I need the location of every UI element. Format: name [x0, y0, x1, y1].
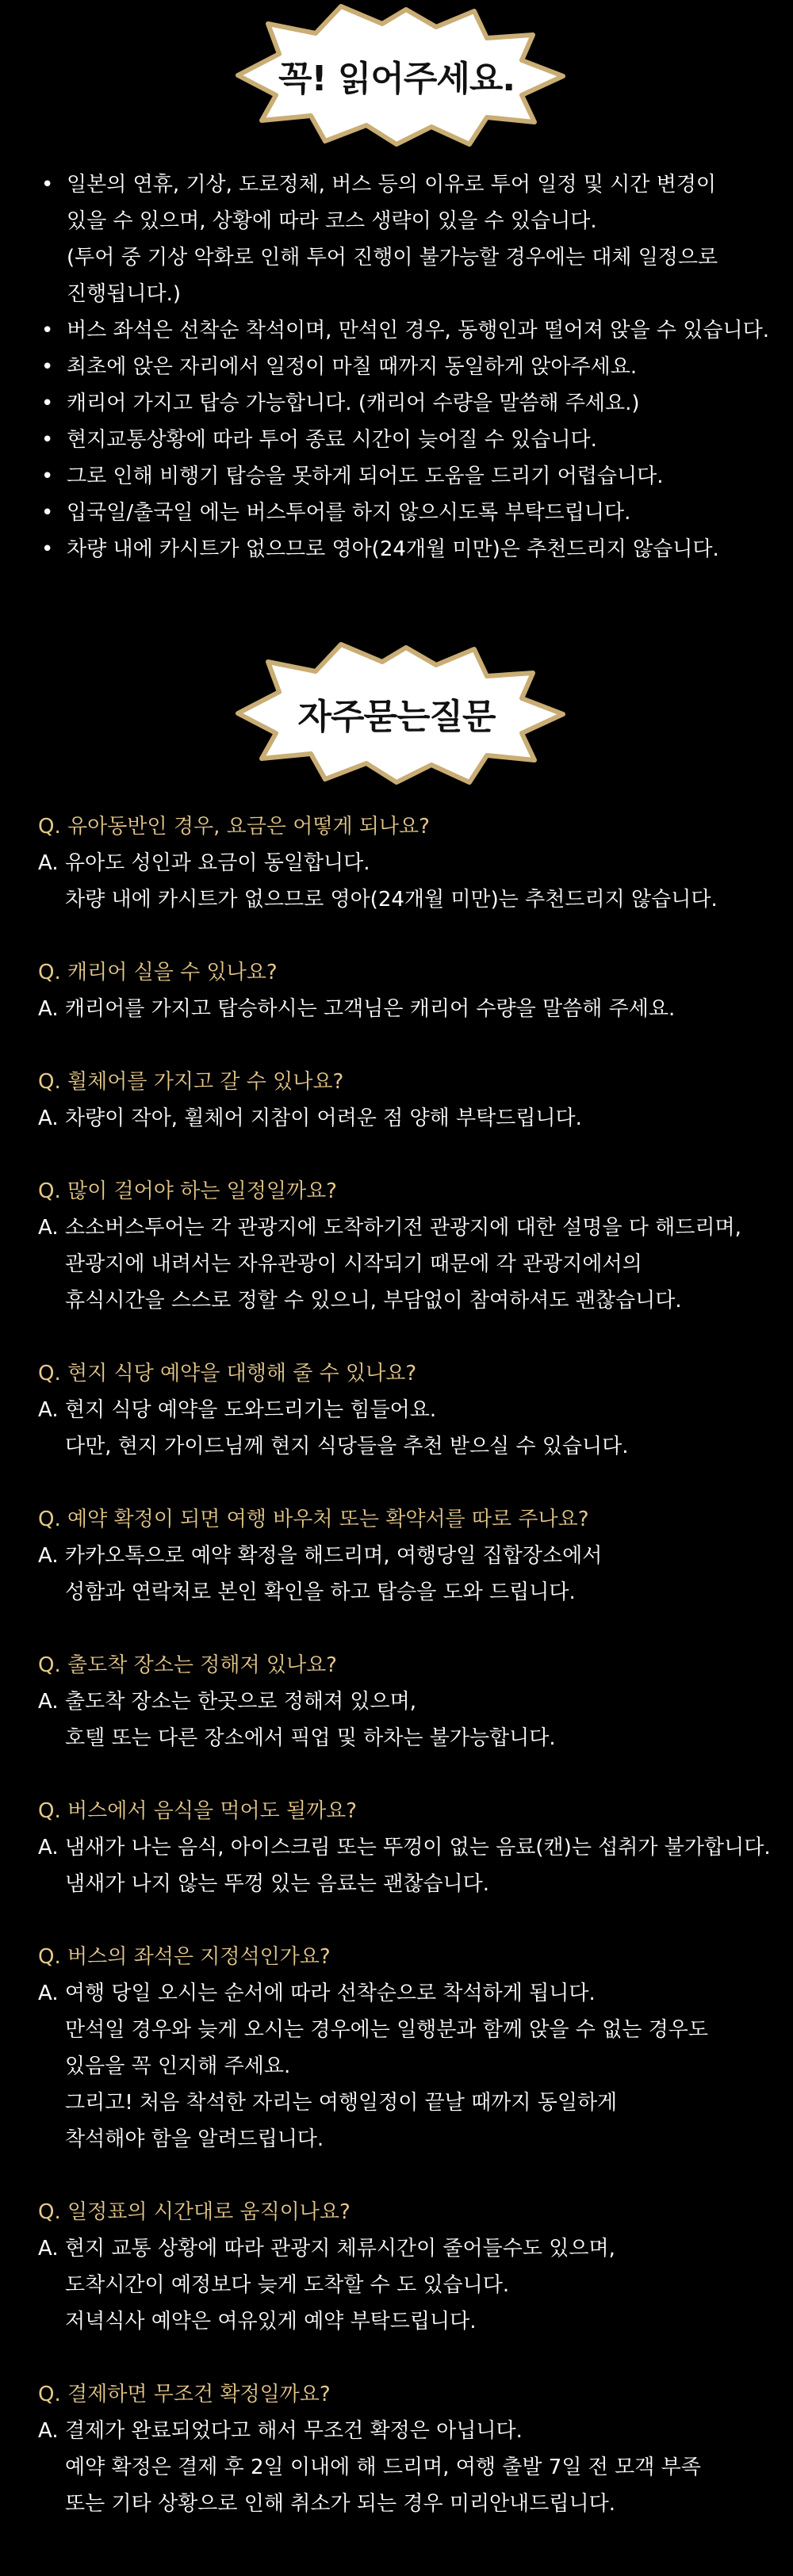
faq-question: Q. 유아동반인 경우, 요금은 어떻게 되나요? [38, 815, 430, 839]
faq-item [38, 1501, 776, 1611]
faq-question: Q. 버스의 좌석은 지정석인가요? [38, 1945, 331, 1969]
faq-item [38, 1793, 776, 1902]
faq-answer [38, 1100, 776, 1137]
faq-answer-line: 착석해야 함을 알려드립니다. [65, 2127, 324, 2151]
notice-item [38, 385, 776, 422]
faq-answer [38, 991, 776, 1027]
faq-answer-line: A. 현지 교통 상황에 따라 관광지 체류시간이 줄어들수도 있으며, [38, 2237, 615, 2261]
notice-item-text: • 그로 인해 비행기 탑승을 못하게 되어도 도움을 드리기 어렵습니다. [67, 464, 664, 488]
notice-item [38, 458, 776, 495]
notice-item [38, 312, 776, 349]
faq-answer-line: A. 냄새가 나는 음식, 아이스크림 또는 뚜껑이 없는 음료(캔)는 섭취가 불가합니다. [38, 1836, 771, 1859]
faq-answer [38, 1392, 776, 1465]
faq-answer-line: A. 캐리어를 가지고 탑승하시는 고객님은 캐리어 수량을 말씀해 주세요. [38, 997, 676, 1021]
faq-question: Q. 현지 식당 예약을 대행해 줄 수 있나요? [38, 1362, 417, 1385]
faq-item [38, 1647, 776, 1756]
faq-answer [38, 845, 776, 918]
faq-list [38, 808, 776, 2559]
faq-answer-line: A. 카카오톡으로 예약 확정을 해드리며, 여행당일 집합장소에서 [38, 1544, 603, 1568]
faq-item [38, 954, 776, 1027]
faq-answer [38, 1684, 776, 1756]
faq-answer [38, 1538, 776, 1611]
faq-answer [38, 1975, 776, 2157]
notice-item-text: • 캐리어 가지고 탑승 가능합니다. (캐리어 수량을 말씀해 주세요.) [67, 392, 640, 415]
notice-item [38, 495, 776, 531]
faq-answer-line: 호텔 또는 다른 장소에서 픽업 및 하차는 불가능합니다. [65, 1726, 556, 1750]
faq-question: Q. 휠체어를 가지고 갈 수 있나요? [38, 1070, 344, 1094]
faq-answer-line: 만석일 경우와 늦게 오시는 경우에는 일행분과 함께 앉을 수 없는 경우도 [65, 2018, 709, 2042]
notice-item-text: • 버스 좌석은 선착순 착석이며, 만석인 경우, 동행인과 떨어져 앉을 수 있습니다. [67, 319, 770, 342]
notice-item-text: • 현지교통상황에 따라 투어 종료 시간이 늦어질 수 있습니다. [67, 428, 597, 452]
faq-title-badge [222, 638, 571, 789]
faq-item [38, 2376, 776, 2522]
faq-answer [38, 2230, 776, 2340]
faq-item [38, 1939, 776, 2157]
notice-item-text: • 차량 내에 카시트가 없으므로 영아(24개월 미만)은 추천드리지 않습니다. [67, 537, 719, 561]
faq-answer [38, 1829, 776, 1902]
faq-question: Q. 캐리어 실을 수 있나요? [38, 961, 278, 984]
faq-item [38, 1173, 776, 1319]
notice-item-text: • 최초에 앉은 자리에서 일정이 마칠 때까지 동일하게 앉아주세요. [67, 355, 638, 379]
notice-item-text: • 입국일/출국일 에는 버스투어를 하지 않으시도록 부탁드립니다. [67, 501, 631, 525]
faq-item [38, 808, 776, 918]
faq-answer-line: A. 유아도 성인과 요금이 동일합니다. [38, 851, 370, 875]
faq-question: Q. 출도착 장소는 정해져 있나요? [38, 1653, 337, 1677]
notice-item [38, 349, 776, 385]
notice-item [38, 531, 776, 568]
faq-answer [38, 2413, 776, 2522]
notice-item-text: (투어 중 기상 악화로 인해 투어 진행이 불가능할 경우에는 대체 일정으로 [67, 246, 718, 269]
faq-title: 자주묻는질문 [297, 697, 496, 737]
faq-item [38, 1355, 776, 1465]
notice-list [38, 166, 776, 568]
faq-answer [38, 1210, 776, 1319]
faq-question: Q. 결제하면 무조건 확정일까요? [38, 2383, 331, 2406]
notice-item-text: • 일본의 연휴, 기상, 도로정체, 버스 등의 이유로 투어 일정 및 시간 변경이 [67, 173, 716, 197]
faq-answer-line: 있음을 꼭 인지해 주세요. [65, 2054, 291, 2078]
faq-answer-line: A. 결제가 완료되었다고 해서 무조건 확정은 아닙니다. [38, 2419, 523, 2443]
faq-item [38, 1064, 776, 1137]
faq-answer-line: 예약 확정은 결제 후 2일 이내에 해 드리며, 여행 출발 7일 전 모객 부족 [65, 2456, 701, 2479]
faq-answer-line: 관광지에 내려서는 자유관광이 시작되기 때문에 각 관광지에서의 [65, 1252, 642, 1276]
notice-title: 꼭! 읽어주세요. [278, 59, 515, 99]
faq-question: Q. 일정표의 시간대로 움직이나요? [38, 2200, 351, 2224]
faq-answer-line: A. 여행 당일 오시는 순서에 따라 선착순으로 착석하게 됩니다. [38, 1982, 596, 2005]
faq-question: Q. 예약 확정이 되면 여행 바우처 또는 확약서를 따로 주나요? [38, 1508, 589, 1531]
faq-answer-line: 그리고! 처음 착석한 자리는 여행일정이 끝날 때까지 동일하게 [65, 2091, 618, 2115]
faq-question: Q. 많이 걸어야 하는 일정일까요? [38, 1179, 337, 1203]
faq-answer-line: 저녁식사 예약은 여유있게 예약 부탁드립니다. [65, 2310, 477, 2333]
faq-answer-line: 도착시간이 예정보다 늦게 도착할 수 도 있습니다. [65, 2273, 510, 2297]
faq-answer-line: A. 현지 식당 예약을 도와드리기는 힘들어요. [38, 1398, 437, 1422]
notice-item-text: 진행됩니다.) [67, 282, 181, 306]
faq-answer-line: 냄새가 나지 않는 뚜껑 있는 음료는 괜찮습니다. [65, 1872, 490, 1896]
faq-answer-line: 또는 기타 상황으로 인해 취소가 되는 경우 미리안내드립니다. [65, 2492, 616, 2516]
notice-item-text: 있을 수 있으며, 상황에 따라 코스 생략이 있을 수 있습니다. [67, 209, 597, 233]
notice-title-badge [222, 0, 571, 151]
faq-answer-line: A. 차량이 작아, 휠체어 지참이 어려운 점 양해 부탁드립니다. [38, 1106, 582, 1130]
faq-item [38, 2194, 776, 2340]
faq-question: Q. 버스에서 음식을 먹어도 될까요? [38, 1799, 358, 1823]
faq-answer-line: 다만, 현지 가이드님께 현지 식당들을 추천 받으실 수 있습니다. [65, 1435, 629, 1458]
faq-answer-line: A. 출도착 장소는 한곳으로 정해져 있으며, [38, 1690, 417, 1714]
notice-item [38, 166, 776, 312]
faq-answer-line: A. 소소버스투어는 각 관광지에 도착하기전 관광지에 대한 설명을 다 해드리며, [38, 1216, 741, 1240]
faq-answer-line: 휴식시간을 스스로 정할 수 있으니, 부담없이 참여하셔도 괜찮습니다. [65, 1289, 682, 1313]
faq-answer-line: 차량 내에 카시트가 없으므로 영아(24개월 미만)는 추천드리지 않습니다. [65, 888, 718, 912]
notice-item [38, 422, 776, 458]
faq-answer-line: 성함과 연락처로 본인 확인을 하고 탑승을 도와 드립니다. [65, 1580, 576, 1604]
